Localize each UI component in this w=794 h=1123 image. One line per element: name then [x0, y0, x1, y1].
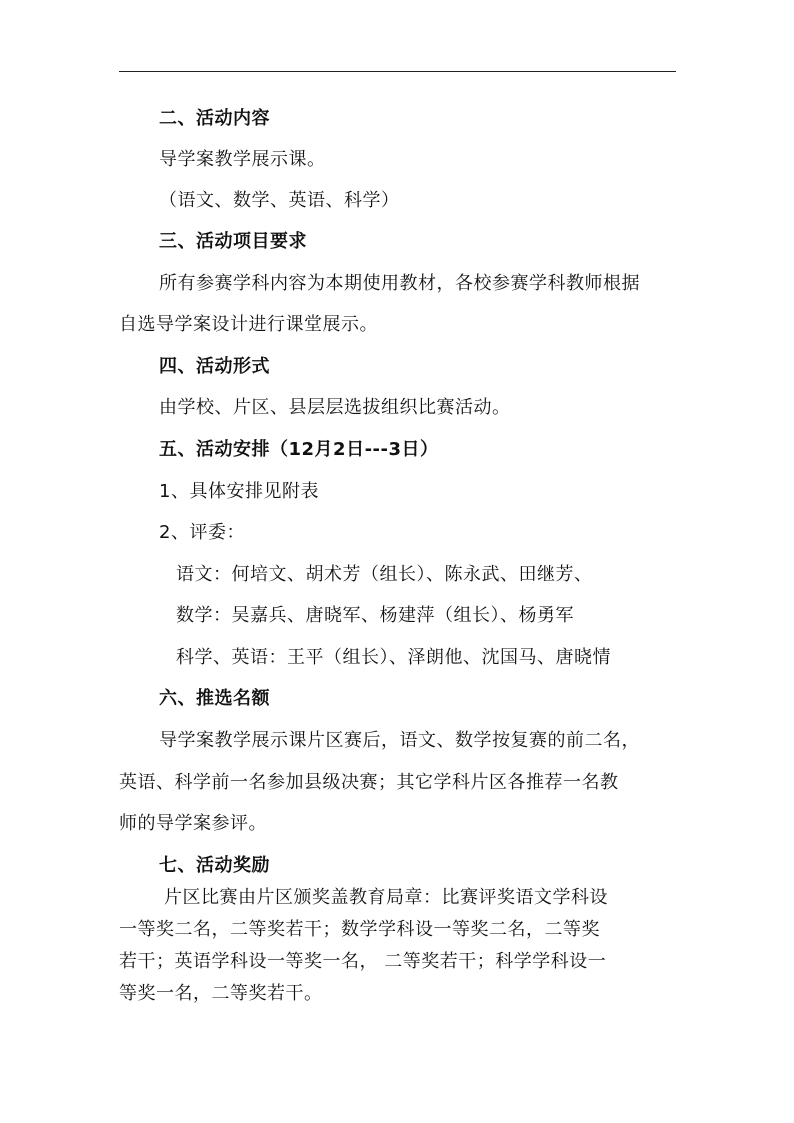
section-heading: 四、活动形式: [159, 356, 270, 377]
paragraph-line: 若干；英语学科设一等奖一名， 二等奖若干；科学学科设一: [119, 951, 607, 972]
paragraph-line: 由学校、片区、县层层选拔组织比赛活动。: [159, 397, 511, 418]
judges-math-line: 数学：吴嘉兵、唐晓军、杨建萍（组长）、杨勇军: [176, 605, 574, 626]
judges-chinese-line: 语文：何培文、胡术芳（组长）、陈永武、田继芳、: [176, 564, 593, 585]
judges-science-english-line: 科学、英语：王平（组长）、泽朗他、沈国马、唐晓情: [176, 647, 611, 668]
section-heading: 七、活动奖励: [159, 855, 270, 876]
paragraph-line: 自选导学案设计进行课堂展示。: [119, 314, 378, 335]
paragraph-line: 1、具体安排见附表: [159, 481, 319, 502]
paragraph-line: 英语、科学前一名参加县级决赛；其它学科片区各推荐一名教: [119, 772, 619, 793]
paragraph-line: 2、评委：: [159, 522, 245, 543]
paragraph-line: 导学案教学展示课片区赛后，语文、数学按复赛的前二名，: [159, 730, 640, 751]
paragraph-line: 等奖一名，二等奖若干。: [119, 983, 323, 1004]
section-heading: 五、活动安排（12月2日---3日）: [159, 439, 439, 460]
paragraph-line: 片区比赛由片区颁奖盖教育局章：比赛评奖语文学科设: [164, 887, 608, 908]
section-heading: 三、活动项目要求: [159, 231, 307, 252]
paragraph-line: （语文、数学、英语、科学）: [159, 190, 400, 211]
paragraph-line: 所有参赛学科内容为本期使用教材，各校参赛学科教师根据: [159, 273, 640, 294]
paragraph-line: 师的导学案参评。: [119, 813, 267, 834]
paragraph-line: 导学案教学展示课。: [159, 149, 326, 170]
section-heading: 六、推选名额: [159, 688, 270, 709]
header-rule: [119, 71, 676, 72]
paragraph-line: 一等奖二名，二等奖若干；数学学科设一等奖二名，二等奖: [119, 919, 600, 940]
section-heading: 二、活动内容: [159, 108, 270, 129]
